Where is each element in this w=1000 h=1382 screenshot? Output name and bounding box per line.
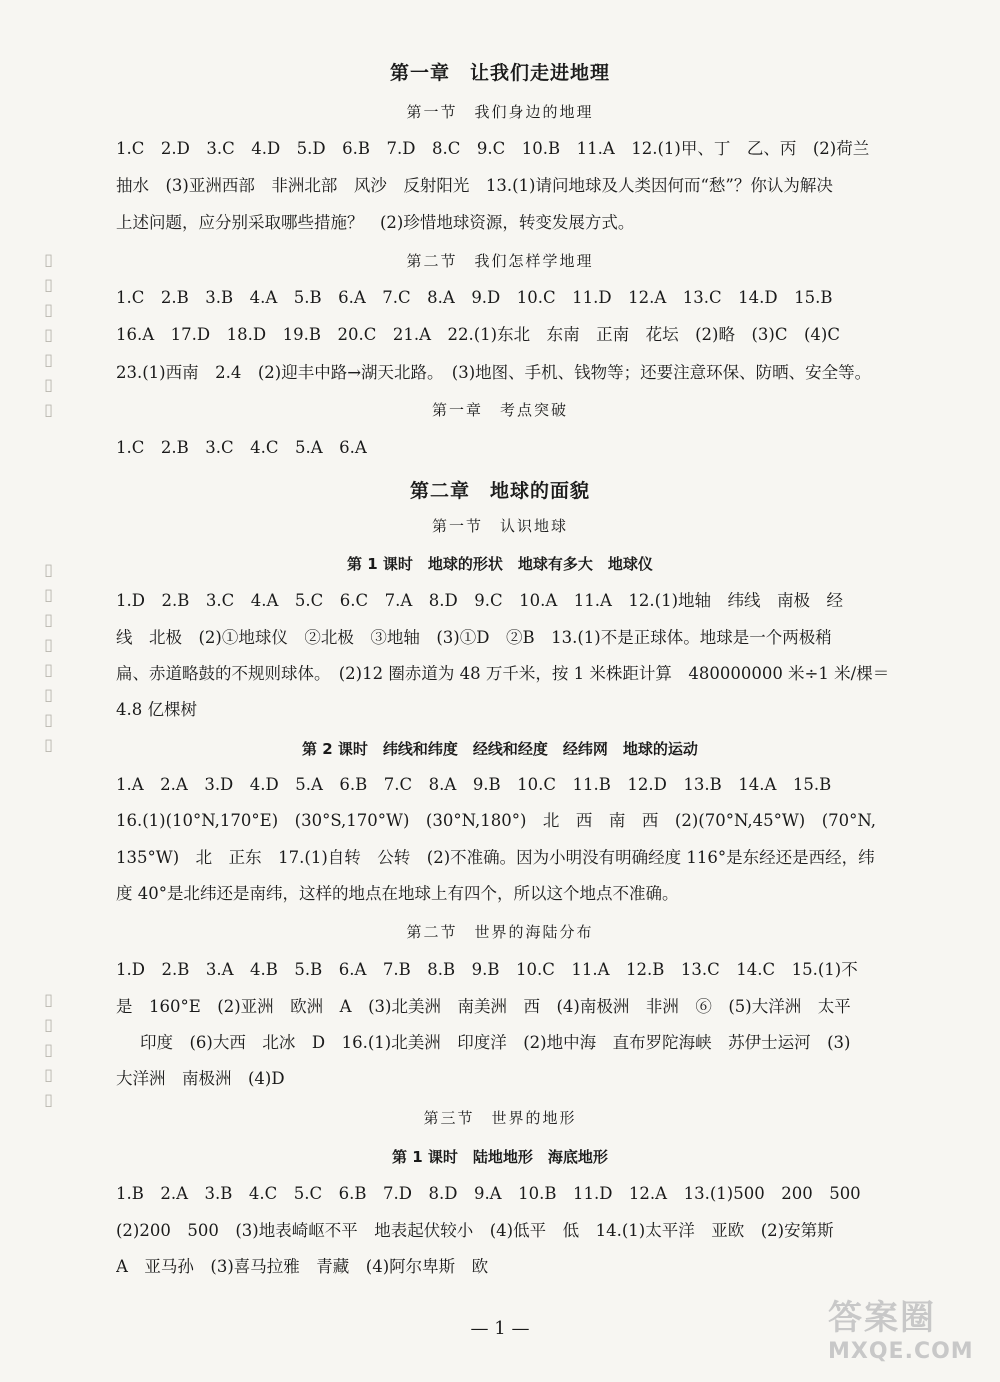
answer-line: 1.B 2.A 3.B 4.C 5.C 6.B 7.D 8.D 9.A 10.B 11.D 12.A 13.(1)500 200 500 [116, 1184, 861, 1203]
answer-line: 扁、赤道略鼓的不规则球体。 (2)12 圈赤道为 48 万千米，按 1 米株距计算 480000000 米÷1 米/棵＝ [116, 664, 890, 683]
chapter-2-title: 第二章 地球的面貌 [409, 480, 590, 502]
answer-line: 1.A 2.A 3.D 4.D 5.A 6.B 7.C 8.A 9.B 10.C 11.B 12.D 13.B 14.A 15.B [116, 775, 832, 794]
answer-line: 线 北极 (2)①地球仪 ②北极 ③地轴 (3)①D ②B 13.(1)不是正球体。地球是一个两极稍 [116, 628, 832, 647]
answer-line: 23.(1)西南 2.4 (2)迎丰中路→湖天北路。 (3)地图、手机、钱物等；还要注意环保、防晒、安全等。 [116, 363, 872, 382]
lesson-2-title: 第 2 课时 纬线和纬度 经线和经度 经纬网 地球的运动 [302, 740, 698, 758]
answer-line: A 亚马孙 (3)喜马拉雅 青藏 (4)阿尔卑斯 欧 [116, 1257, 489, 1276]
watermark-text: 答案圈 [828, 1298, 936, 1338]
chapter-2-section-3-title: 第三节 世界的地形 [423, 1109, 577, 1127]
answer-line: 16.(1)(10°N,170°E) (30°S,170°W) (30°N,180°) 北 西 南 西 (2)(70°N,45°W) (70°N, [116, 811, 877, 830]
answer-line: 度 40°是北纬还是南纬，这样的地点在地球上有四个，所以这个地点不准确。 [116, 884, 679, 903]
answer-line: 1.D 2.B 3.C 4.A 5.C 6.C 7.A 8.D 9.C 10.A 11.A 12.(1)地轴 纬线 南极 经 [116, 591, 844, 610]
answer-line: 是 160°E (2)亚洲 欧洲 A (3)北美洲 南美洲 西 (4)南极洲 非洲 ⑥ (5)大洋洲 太平 [116, 997, 851, 1016]
answer-line: 1.C 2.B 3.B 4.A 5.B 6.A 7.C 8.A 9.D 10.C 11.D 12.A 13.C 14.D 15.B [116, 288, 833, 307]
chapter-1-review-title: 第一章 考点突破 [431, 401, 568, 419]
answer-line: 1.C 2.B 3.C 4.C 5.A 6.A [116, 438, 367, 457]
lesson-1-title: 第 1 课时 地球的形状 地球有多大 地球仪 [347, 555, 653, 573]
margin-bleed-through: ▯▯▯▯▯▯▯ [39, 250, 58, 425]
answer-line: 16.A 17.D 18.D 19.B 20.C 21.A 22.(1)东北 东南 正南 花坛 (2)略 (3)C (4)C [116, 325, 840, 344]
answer-line: 抽水 (3)亚洲西部 非洲北部 风沙 反射阳光 13.(1)请问地球及人类因何而“愁”？你认为解决 [116, 176, 833, 195]
section-3-lesson-1-title: 第 1 课时 陆地地形 海底地形 [392, 1148, 608, 1166]
watermark-url: MXQE.COM [828, 1339, 974, 1364]
margin-bleed-through: ▯▯▯▯▯▯▯▯ [39, 560, 58, 760]
watermark-logo [828, 1298, 988, 1378]
chapter-2-section-1-title: 第一节 认识地球 [431, 517, 568, 535]
chapter-2-section-2-title: 第二节 世界的海陆分布 [406, 923, 594, 941]
margin-bleed-through: ▯▯▯▯▯ [39, 990, 58, 1115]
answer-line: 印度 (6)大西 北冰 D 16.(1)北美洲 印度洋 (2)地中海 直布罗陀海峡 苏伊士运河 (3) [140, 1033, 851, 1052]
answer-line: 大洋洲 南极洲 (4)D [116, 1069, 285, 1088]
answer-line: (2)200 500 (3)地表崎岖不平 地表起伏较小 (4)低平 低 14.(1)太平洋 亚欧 (2)安第斯 [116, 1221, 834, 1240]
chapter-1-section-2-title: 第二节 我们怎样学地理 [406, 252, 594, 270]
chapter-1-section-1-title: 第一节 我们身边的地理 [406, 103, 594, 121]
chapter-1-title: 第一章 让我们走进地理 [389, 62, 610, 84]
answer-line: 1.C 2.D 3.C 4.D 5.D 6.B 7.D 8.C 9.C 10.B 11.A 12.(1)甲、丁 乙、丙 (2)荷兰 [116, 139, 870, 158]
page-number: — 1 — [470, 1318, 530, 1339]
answer-line: 上述问题，应分别采取哪些措施？ (2)珍惜地球资源，转变发展方式。 [116, 213, 635, 232]
answer-line: 4.8 亿棵树 [116, 700, 197, 719]
answer-line: 135°W) 北 正东 17.(1)自转 公转 (2)不准确。因为小明没有明确经度 116°是东经还是西经，纬 [116, 848, 875, 867]
answer-line: 1.D 2.B 3.A 4.B 5.B 6.A 7.B 8.B 9.B 10.C 11.A 12.B 13.C 14.C 15.(1)不 [116, 960, 858, 979]
